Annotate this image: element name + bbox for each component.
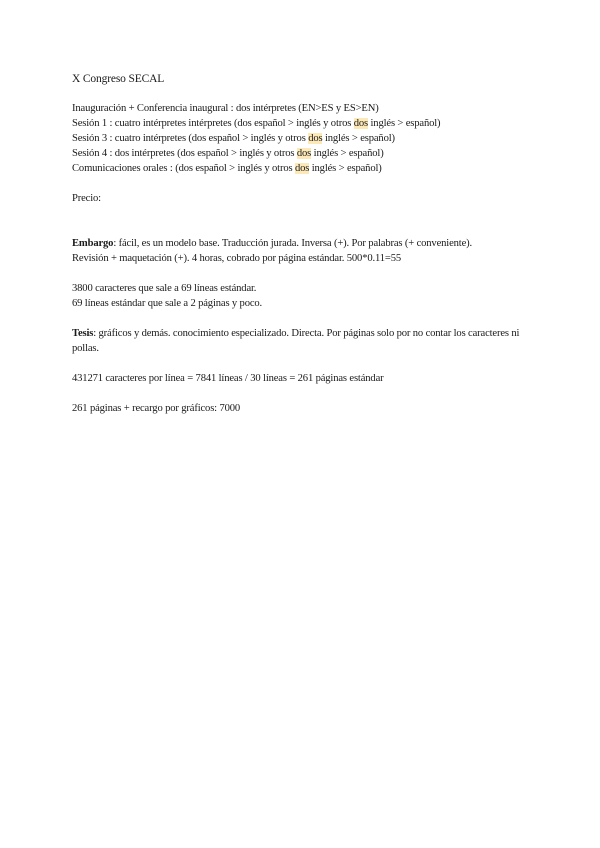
session-inauguration: Inauguración + Conferencia inaugural : dos intérpretes (EN>ES y ES>EN) xyxy=(72,103,379,114)
session-1 xyxy=(72,116,542,131)
price-label: Precio: xyxy=(72,193,101,204)
document-page xyxy=(72,72,542,431)
embargo-line-1 xyxy=(72,236,542,251)
calculation-line: 431271 caracteres por línea = 7841 líneas / 30 líneas = 261 páginas estándar xyxy=(72,373,384,384)
characters-block xyxy=(72,281,542,311)
embargo-line-2: Revisión + maquetación (+). 4 horas, cobrado por página estándar. 500*0.11=55 xyxy=(72,253,402,264)
sessions-block xyxy=(72,101,542,176)
session-4-text-a: Sesión 4 : dos intérpretes (dos español > inglés y otros xyxy=(72,148,297,159)
session-oral-communications xyxy=(72,161,542,176)
session-3-text-b: inglés > español) xyxy=(322,133,395,144)
session-3 xyxy=(72,131,542,146)
session-4-text-b: inglés > español) xyxy=(311,148,384,159)
oral-highlight: dos xyxy=(294,163,310,174)
tesis-block xyxy=(72,326,542,356)
spacer xyxy=(72,206,542,236)
embargo-label: Embargo xyxy=(72,238,114,249)
embargo-text: : fácil, es un modelo base. Traducción jurada. Inversa (+). Por palabras (+ conveniente). xyxy=(113,238,472,249)
characters-line-2: 69 líneas estándar que sale a 2 páginas y poco. xyxy=(72,298,263,309)
session-4-highlight: dos xyxy=(296,148,312,159)
embargo-block xyxy=(72,236,542,266)
oral-text-a: Comunicaciones orales : (dos español > inglés y otros xyxy=(72,163,295,174)
tesis-text: : gráficos y demás. conocimiento especializado. Directa. Por páginas solo por no contar los caracteres ni pollas. xyxy=(72,328,520,354)
session-1-highlight: dos xyxy=(353,118,369,129)
document-title: X Congreso SECAL xyxy=(72,73,165,85)
total-line: 261 páginas + recargo por gráficos: 7000 xyxy=(72,403,241,414)
session-1-text-a: Sesión 1 : cuatro intérpretes intérpretes (dos español > inglés y otros xyxy=(72,118,354,129)
tesis-label: Tesis xyxy=(72,328,94,339)
oral-text-b: inglés > español) xyxy=(309,163,382,174)
session-1-text-b: inglés > español) xyxy=(368,118,441,129)
session-4 xyxy=(72,146,542,161)
session-3-highlight: dos xyxy=(308,133,323,144)
session-3-text-a: Sesión 3 : cuatro intérpretes (dos español > inglés y otros xyxy=(72,133,309,144)
characters-line-1: 3800 caracteres que sale a 69 líneas estándar. xyxy=(72,283,257,294)
